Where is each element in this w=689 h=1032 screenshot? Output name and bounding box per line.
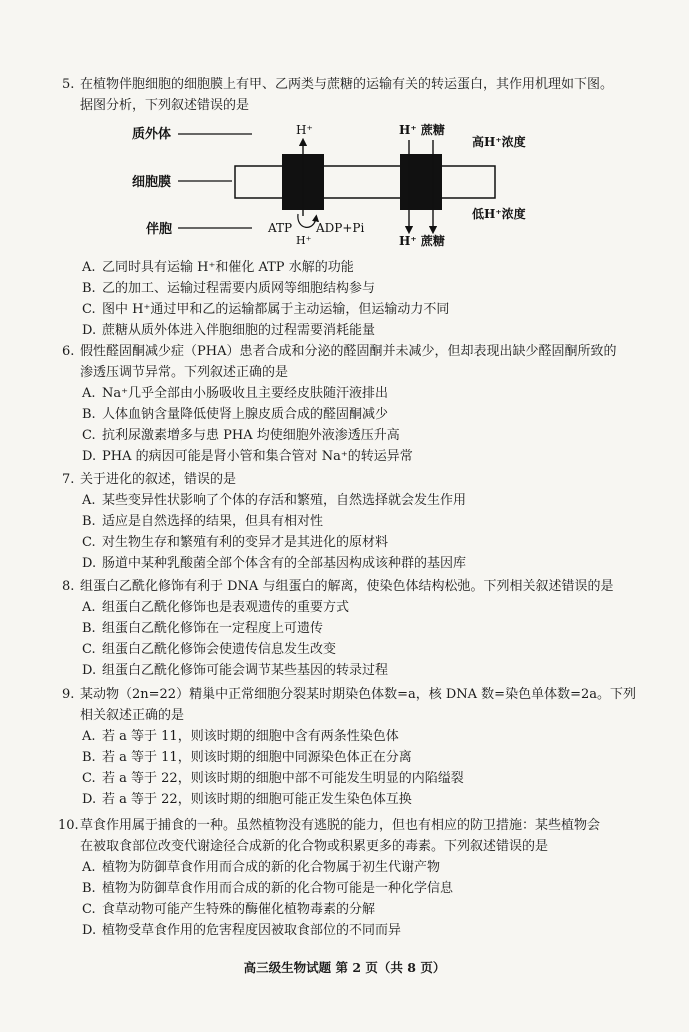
- question-number: 6.: [62, 344, 75, 359]
- label-apoplast: 质外体: [132, 127, 172, 142]
- option-a: A. 组蛋白乙酰化修饰也是表观遗传的重要方式: [82, 600, 350, 615]
- question-number: 8.: [62, 579, 75, 594]
- question-8: [62, 576, 662, 681]
- label-bottom-h: H⁺: [296, 234, 312, 247]
- label-high-conc: 高H⁺浓度: [472, 135, 526, 149]
- protein-yi: [400, 154, 442, 210]
- question-5: [62, 74, 662, 116]
- label-top-h-sucrose: H⁺ 蔗糖: [399, 123, 445, 137]
- question-stem: 草食作用属于捕食的一种。虽然植物没有逃脱的能力，但也有相应的防卫措施：某些植物会: [80, 818, 601, 833]
- question-stem: 关于进化的叙述，错误的是: [80, 472, 237, 487]
- option-b: B. 若 a 等于 11，则该时期的细胞中同源染色体正在分离: [82, 750, 412, 765]
- question-stem: 在植物伴胞细胞的细胞膜上有甲、乙两类与蔗糖的运输有关的转运蛋白，其作用机理如下图。: [80, 77, 614, 92]
- option-d: D. PHA 的病因可能是肾小管和集合管对 Na⁺的转运异常: [82, 449, 413, 464]
- option-d: D. 植物受草食作用的危害程度因被取食部位的不同而异: [82, 923, 402, 938]
- page-footer: 高三级生物试题 第 2 页（共 8 页）: [243, 960, 446, 975]
- question-number: 7.: [62, 472, 75, 487]
- question-7: [62, 469, 662, 574]
- question-stem-cont: 相关叙述正确的是: [80, 708, 185, 723]
- option-b: B. 乙的加工、运输过程需要内质网等细胞结构参与: [82, 281, 376, 296]
- question-number: 5.: [62, 77, 75, 92]
- label-bottom-h-sucrose: H⁺ 蔗糖: [399, 234, 445, 248]
- option-c: C. 抗利尿激素增多与患 PHA 均使细胞外液渗透压升高: [82, 428, 400, 443]
- cell-membrane-band: [235, 166, 495, 198]
- label-atp: ATP: [268, 221, 293, 235]
- question-9: [62, 684, 662, 810]
- question-stem: 假性醛固酮减少症（PHA）患者合成和分泌的醛固酮并未减少，但却表现出缺少醛固酮所致的: [80, 344, 617, 359]
- label-companion: 伴胞: [146, 222, 173, 237]
- question-stem: 组蛋白乙酰化修饰有利于 DNA 与组蛋白的解离，使染色体结构松弛。下列相关叙述错误的是: [80, 579, 614, 594]
- question-stem-cont: 在被取食部位改变代谢途径合成新的化合物或积累更多的毒素。下列叙述错误的是: [80, 839, 549, 854]
- question-number: 10.: [58, 818, 79, 833]
- label-low-conc: 低H⁺浓度: [472, 207, 526, 221]
- question-number: 9.: [62, 687, 75, 702]
- label-membrane: 细胞膜: [132, 175, 172, 190]
- option-d: D. 肠道中某种乳酸菌全部个体含有的全部基因构成该种群的基因库: [82, 556, 467, 571]
- option-c: C. 组蛋白乙酰化修饰会使遗传信息发生改变: [82, 642, 337, 657]
- option-a: A. 某些变异性状影响了个体的存活和繁殖，自然选择就会发生作用: [82, 493, 467, 508]
- option-d: D. 蔗糖从质外体进入伴胞细胞的过程需要消耗能量: [82, 323, 376, 338]
- question-stem-cont: 据图分析，下列叙述错误的是: [80, 98, 250, 113]
- option-c: C. 对生物生存和繁殖有利的变异才是其进化的原材料: [82, 535, 389, 550]
- option-c: C. 图中 H⁺通过甲和乙的运输都属于主动运输，但运输动力不同: [82, 302, 450, 317]
- question-10: [58, 815, 662, 941]
- option-a: A. 若 a 等于 11，则该时期的细胞中含有两条性染色体: [82, 729, 399, 744]
- transport-protein-diagram: [120, 118, 560, 258]
- label-top-h: H⁺: [296, 123, 313, 137]
- option-d: D. 若 a 等于 22，则该时期的细胞可能正发生染色体互换: [82, 792, 412, 807]
- option-c: C. 食草动物可能产生特殊的酶催化植物毒素的分解: [82, 902, 376, 917]
- option-c: C. 若 a 等于 22，则该时期的细胞中部不可能发生明显的内陷缢裂: [82, 771, 464, 786]
- option-b: B. 植物为防御草食作用而合成的新的化合物可能是一种化学信息: [82, 881, 454, 896]
- option-a: A. Na⁺几乎全部由小肠吸收且主要经皮肤随汗液排出: [82, 386, 388, 401]
- question-stem-cont: 渗透压调节异常。下列叙述正确的是: [80, 365, 289, 380]
- option-d: D. 组蛋白乙酰化修饰可能会调节某些基因的转录过程: [82, 663, 389, 678]
- question-stem: 某动物（2n=22）精巢中正常细胞分裂某时期染色体数=a，核 DNA 数=染色单体数=2a。下列: [80, 687, 636, 702]
- option-b: B. 组蛋白乙酰化修饰在一定程度上可遗传: [82, 621, 324, 636]
- arrow-atp-hydrolysis: [298, 214, 316, 227]
- question-6: [62, 341, 662, 467]
- option-b: B. 适应是自然选择的结果，但具有相对性: [82, 514, 324, 529]
- label-adp-pi: ADP+Pi: [316, 221, 365, 235]
- option-a: A. 乙同时具有运输 H⁺和催化 ATP 水解的功能: [82, 260, 354, 275]
- option-b: B. 人体血钠含量降低使肾上腺皮质合成的醛固酮减少: [82, 407, 389, 422]
- option-a: A. 植物为防御草食作用而合成的新的化合物属于初生代谢产物: [82, 860, 441, 875]
- question-5-options: [62, 257, 662, 341]
